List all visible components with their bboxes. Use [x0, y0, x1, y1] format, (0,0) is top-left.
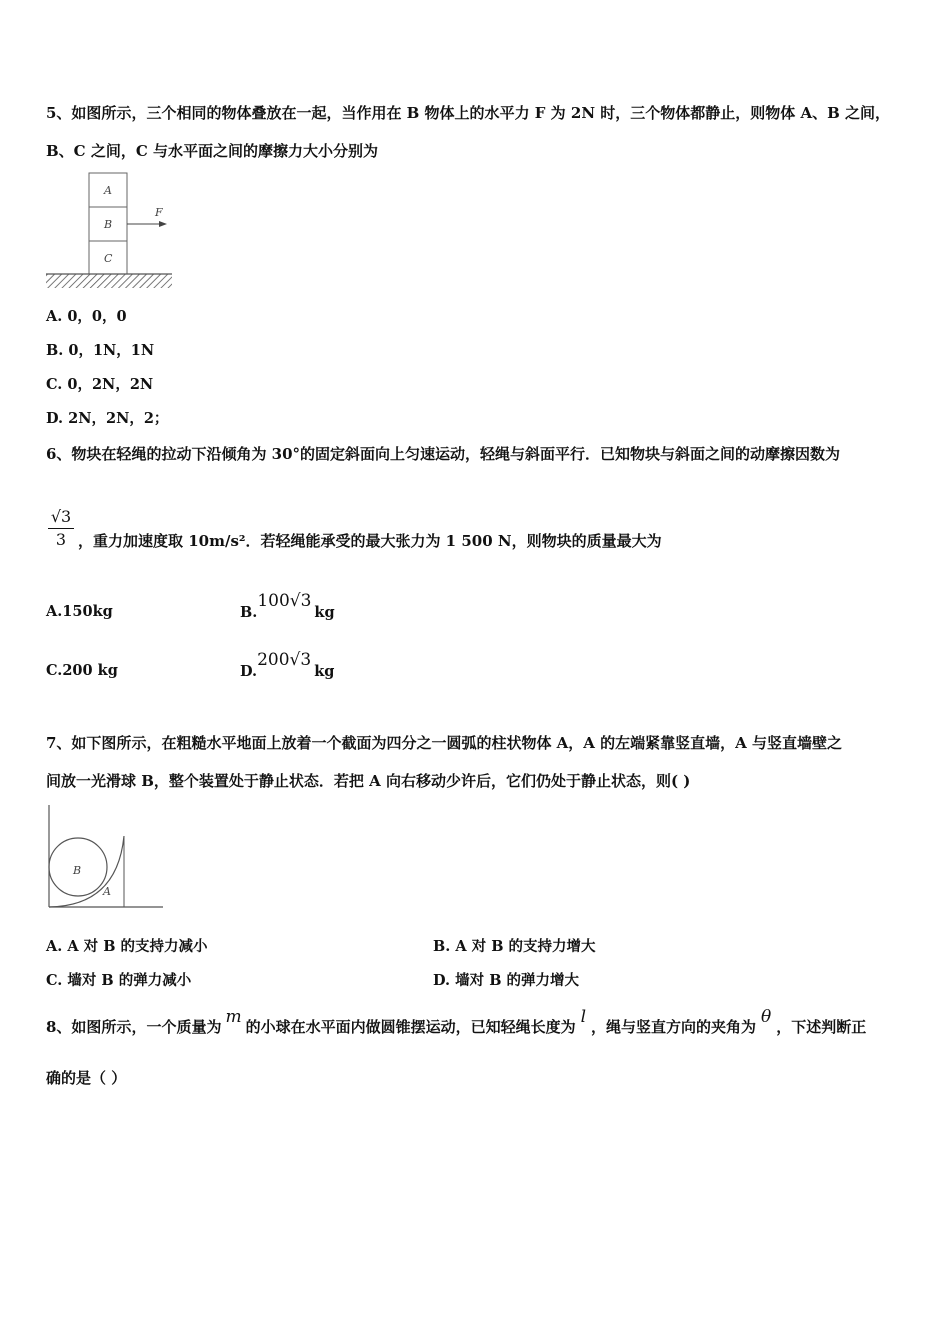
- option-b-unit: kg: [314, 604, 335, 621]
- q7-option-a[interactable]: A. A 对 B 的支持力减小: [46, 938, 208, 955]
- q5-option-d[interactable]: D. 2N，2N，2；: [46, 410, 169, 427]
- q5-stacked-blocks-figure: [45, 170, 175, 295]
- label-b: B: [104, 218, 113, 231]
- label-a: A: [104, 184, 112, 197]
- q7-option-d[interactable]: D. 墙对 B 的弹力增大: [433, 972, 580, 989]
- q8-text-line1: [46, 1007, 867, 1036]
- option-d-prefix: D.: [240, 663, 258, 680]
- symbol-m: m: [225, 1007, 242, 1027]
- fraction-bar: [48, 528, 74, 529]
- quarter-arc: [49, 836, 124, 907]
- q5-option-c[interactable]: C. 0，2N，2N: [46, 376, 154, 393]
- q8-part3: ，绳与竖直方向的夹角为: [591, 1018, 757, 1036]
- ground: [46, 274, 172, 288]
- label-a: A: [103, 885, 111, 898]
- label-b: B: [73, 864, 82, 877]
- q6-option-d[interactable]: [240, 650, 335, 680]
- q6-friction-fraction: [46, 507, 76, 550]
- label-c: C: [104, 252, 113, 265]
- q8-part2: 的小球在水平面内做圆锥摆运动，已知轻绳长度为: [245, 1018, 576, 1036]
- q5-text-line2: B、C 之间，C 与水平面之间的摩擦力大小分别为: [46, 142, 379, 160]
- option-b-prefix: B.: [240, 604, 258, 621]
- q5-option-b[interactable]: B. 0，1N，1N: [46, 342, 155, 359]
- q8-part1: 8、如图所示，一个质量为: [46, 1018, 222, 1036]
- fraction-numerator: √3: [50, 507, 72, 526]
- q6-option-a[interactable]: A.150kg: [46, 603, 113, 620]
- q7-text-line2: 间放一光滑球 B，整个装置处于静止状态．若把 A 向右移动少许后，它们仍处于静止状态，则( ): [46, 772, 691, 790]
- fraction-denominator: 3: [55, 530, 67, 549]
- q7-option-c[interactable]: C. 墙对 B 的弹力减小: [46, 972, 192, 989]
- q6-text-line2: ，重力加速度取 10m/s²．若轻绳能承受的最大张力为 1 500 N，则物块的质量最大为: [78, 532, 662, 550]
- option-b-value: 100√3: [257, 591, 312, 611]
- symbol-l: l: [580, 1007, 587, 1027]
- q6-option-c[interactable]: C.200 kg: [46, 662, 118, 679]
- option-d-unit: kg: [314, 663, 335, 680]
- q7-text-line1: 7、如下图所示，在粗糙水平地面上放着一个截面为四分之一圆弧的柱状物体 A，A 的左端紧靠竖直墙，A 与竖直墙壁之: [46, 734, 843, 752]
- q5-text-line1: 5、如图所示，三个相同的物体叠放在一起，当作用在 B 物体上的水平力 F 为 2N 时，三个物体都静止，则物体 A、B 之间，: [46, 104, 891, 122]
- label-f: F: [155, 206, 163, 219]
- q8-text-line2: 确的是（ ）: [46, 1069, 127, 1087]
- symbol-theta: θ: [761, 1007, 772, 1027]
- q7-wall-ball-figure: [45, 802, 165, 912]
- q5-option-a[interactable]: A. 0，0，0: [46, 308, 127, 325]
- q8-part4: ，下述判断正: [776, 1018, 867, 1036]
- option-d-value: 200√3: [257, 650, 312, 670]
- q6-text-line1: 6、物块在轻绳的拉动下沿倾角为 30°的固定斜面向上匀速运动，轻绳与斜面平行．已知物块与斜面之间的动摩擦因数为: [46, 445, 841, 463]
- q7-option-b[interactable]: B. A 对 B 的支持力增大: [433, 938, 596, 955]
- q6-option-b[interactable]: [240, 591, 335, 621]
